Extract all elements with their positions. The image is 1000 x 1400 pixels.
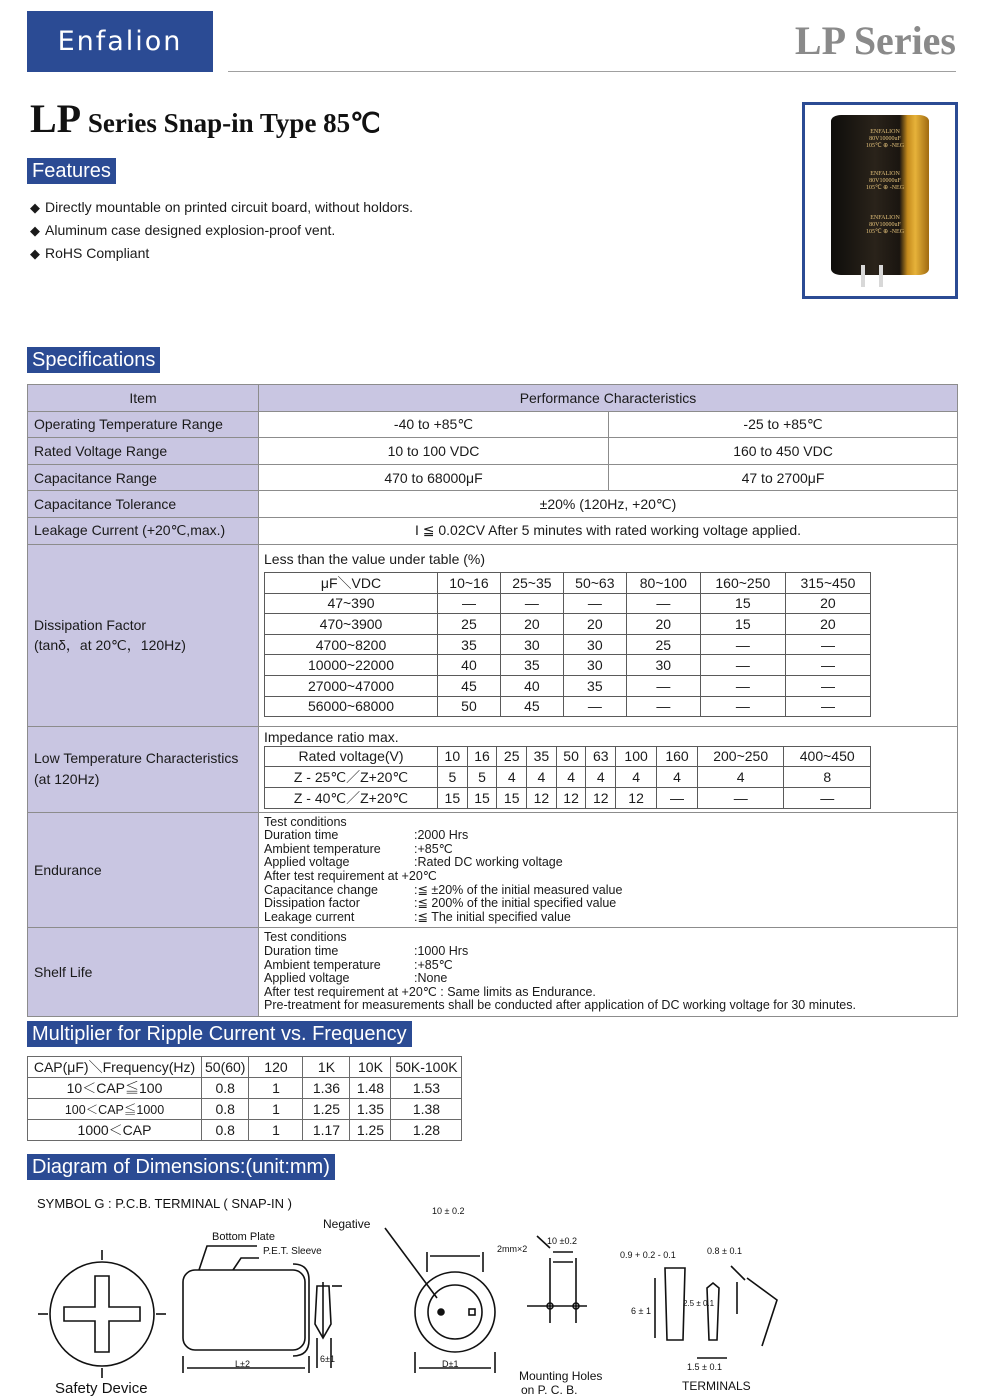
table-cell: 1.38 bbox=[391, 1099, 462, 1120]
table-cell: 50(60) bbox=[202, 1057, 249, 1078]
table-cell: 15 bbox=[467, 788, 497, 809]
table-cell: 45 bbox=[500, 696, 563, 717]
terminals-label: TERMINALS bbox=[682, 1379, 751, 1393]
table-cell: 1 bbox=[249, 1078, 303, 1099]
capacitor-image bbox=[831, 115, 929, 275]
endurance-line: After test requirement at +20℃ bbox=[264, 868, 437, 883]
table-row bbox=[28, 1119, 462, 1140]
table-cell: 80~100 bbox=[626, 572, 700, 593]
table-cell: 4 bbox=[497, 767, 527, 788]
cap-print-brand: ENFALION bbox=[870, 215, 900, 221]
low-temp-cell bbox=[259, 726, 958, 812]
table-cell: 30 bbox=[626, 655, 700, 676]
table-cell: 50 bbox=[438, 696, 501, 717]
table-cell: — bbox=[700, 634, 785, 655]
table-cell: 20 bbox=[563, 614, 626, 635]
table-cell: 10~16 bbox=[438, 572, 501, 593]
table-cell: 12 bbox=[586, 788, 616, 809]
table-cell: 50 bbox=[556, 746, 586, 767]
ripple-heading: Multiplier for Ripple Current vs. Frequency bbox=[27, 1021, 412, 1047]
dimension-diagram bbox=[27, 1188, 958, 1400]
table-cell: 63 bbox=[586, 746, 616, 767]
table-cell: 25~35 bbox=[500, 572, 563, 593]
table-cell: 12 bbox=[527, 788, 557, 809]
endurance-val: :+85℃ bbox=[414, 841, 453, 856]
table-cell: — bbox=[700, 675, 785, 696]
cap-print-value: 80V10000uF bbox=[869, 136, 901, 142]
table-cell: 4 bbox=[556, 767, 586, 788]
table-cell: 120 bbox=[249, 1057, 303, 1078]
endurance-key: Leakage current bbox=[264, 909, 355, 924]
table-cell: 1.53 bbox=[391, 1078, 462, 1099]
table-cell: 10000~22000 bbox=[265, 655, 438, 676]
cap-print-value: 80V10000uF bbox=[869, 222, 901, 228]
feature-item: ◆ RoHS Compliant bbox=[30, 242, 413, 265]
bottom-plate-label: Bottom Plate bbox=[212, 1231, 275, 1243]
table-cell: 4 bbox=[616, 767, 657, 788]
table-cell: 12 bbox=[556, 788, 586, 809]
table-row bbox=[265, 655, 871, 676]
header-divider bbox=[228, 71, 956, 72]
table-cell: 15 bbox=[497, 788, 527, 809]
table-cell: 20 bbox=[626, 614, 700, 635]
table-cell: — bbox=[785, 634, 870, 655]
table-row bbox=[265, 767, 871, 788]
capacitor-pin bbox=[879, 265, 883, 287]
spec-row bbox=[28, 438, 958, 465]
table-cell: 30 bbox=[563, 655, 626, 676]
table-cell: 35 bbox=[438, 634, 501, 655]
table-cell: 47~390 bbox=[265, 593, 438, 614]
tolerance-label: Capacitance Tolerance bbox=[28, 491, 259, 518]
table-cell: — bbox=[626, 675, 700, 696]
table-cell: — bbox=[784, 788, 871, 809]
dissipation-cell bbox=[259, 544, 958, 726]
rated-voltage-b: 160 to 450 VDC bbox=[609, 438, 958, 465]
table-cell: Z - 40℃／Z+20℃ bbox=[265, 788, 438, 809]
cap-print-temp: 105℃ ⊕ -NEG bbox=[865, 185, 905, 191]
spec-row bbox=[28, 491, 958, 518]
features-list bbox=[30, 196, 413, 265]
lead-length-label: 6±1 bbox=[320, 1354, 335, 1364]
table-cell: — bbox=[438, 593, 501, 614]
title-series-code: LP bbox=[30, 96, 82, 141]
specifications-table bbox=[27, 384, 958, 1017]
table-cell: — bbox=[785, 675, 870, 696]
table-cell: 315~450 bbox=[785, 572, 870, 593]
table-cell: — bbox=[785, 696, 870, 717]
endurance-key: Ambient temperature bbox=[264, 841, 381, 856]
shelf-val: :None bbox=[414, 971, 448, 986]
endurance-val: :Rated DC working voltage bbox=[414, 855, 563, 870]
table-cell: — bbox=[500, 593, 563, 614]
table-cell: 1000＜CAP bbox=[28, 1119, 202, 1140]
low-temp-label-2: (at 120Hz) bbox=[34, 771, 100, 788]
endurance-key: Capacitance change bbox=[264, 882, 378, 897]
table-cell: 1.48 bbox=[350, 1078, 391, 1099]
table-cell: 10＜CAP≦100 bbox=[28, 1078, 202, 1099]
table-cell: — bbox=[626, 696, 700, 717]
table-row bbox=[265, 614, 871, 635]
table-cell: 30 bbox=[500, 634, 563, 655]
table-cell: 1 bbox=[249, 1119, 303, 1140]
rated-voltage-a: 10 to 100 VDC bbox=[259, 438, 609, 465]
shelf-life-conditions bbox=[259, 928, 958, 1017]
table-cell: 1.35 bbox=[350, 1099, 391, 1120]
mounting-holes-label: Mounting Holes bbox=[519, 1369, 603, 1383]
endurance-val: :≦ ±20% of the initial measured value bbox=[414, 882, 623, 897]
shelf-line: Test conditions bbox=[264, 930, 347, 945]
length-label: L±2 bbox=[235, 1359, 250, 1369]
symbol-label: SYMBOL G : P.C.B. TERMINAL ( SNAP-IN ) bbox=[37, 1196, 292, 1211]
table-cell: — bbox=[700, 655, 785, 676]
table-cell: 0.8 bbox=[202, 1099, 249, 1120]
dissipation-table bbox=[264, 572, 871, 718]
table-cell: — bbox=[657, 788, 698, 809]
table-cell: — bbox=[785, 655, 870, 676]
specifications-heading: Specifications bbox=[27, 347, 160, 373]
pitch-top-label: 10 ± 0.2 bbox=[432, 1206, 465, 1216]
table-cell: 1.25 bbox=[303, 1099, 350, 1120]
table-cell: 160~250 bbox=[700, 572, 785, 593]
dissipation-label bbox=[28, 544, 259, 726]
table-cell: — bbox=[700, 696, 785, 717]
table-cell: 470~3900 bbox=[265, 614, 438, 635]
table-cell: 100 bbox=[616, 746, 657, 767]
op-temp-label: Operating Temperature Range bbox=[28, 411, 259, 438]
spec-row-shelf-life bbox=[28, 928, 958, 1017]
leakage-value: I ≦ 0.02CV After 5 minutes with rated working voltage applied. bbox=[259, 517, 958, 544]
table-row bbox=[28, 1078, 462, 1099]
pitch-side-label: 10 ±0.2 bbox=[547, 1236, 577, 1246]
spec-row-dissipation bbox=[28, 544, 958, 726]
table-cell: 100＜CAP≦1000 bbox=[28, 1099, 202, 1120]
leakage-label: Leakage Current (+20℃,max.) bbox=[28, 517, 259, 544]
terminal-height-label: 6 ± 1 bbox=[631, 1306, 651, 1316]
page-title bbox=[30, 95, 381, 142]
capacitor-side-body bbox=[183, 1270, 305, 1350]
table-cell: 20 bbox=[785, 614, 870, 635]
table-cell: 56000~68000 bbox=[265, 696, 438, 717]
endurance-val: :2000 Hrs bbox=[414, 828, 469, 843]
feature-item: ◆ Directly mountable on printed circuit board, without holdors. bbox=[30, 196, 413, 219]
cap-print-temp: 105℃ ⊕ -NEG bbox=[865, 229, 905, 235]
table-cell: 10K bbox=[350, 1057, 391, 1078]
table-cell: 1.17 bbox=[303, 1119, 350, 1140]
spec-row-low-temp bbox=[28, 726, 958, 812]
table-cell: 1.25 bbox=[350, 1119, 391, 1140]
table-cell: 1.28 bbox=[391, 1119, 462, 1140]
terminal-front bbox=[665, 1268, 685, 1340]
series-name: LP Series bbox=[794, 18, 956, 63]
shelf-val: :1000 Hrs bbox=[414, 943, 469, 958]
mounting-pcb-label: on P. C. B. bbox=[521, 1383, 578, 1397]
diameter-label: D±1 bbox=[442, 1359, 459, 1369]
dissipation-label-2: (tanδ，at 20℃，120Hz) bbox=[34, 637, 186, 654]
table-row bbox=[265, 788, 871, 809]
table-row bbox=[265, 696, 871, 717]
endurance-val: :≦ The initial specified value bbox=[414, 909, 571, 924]
table-cell: 8 bbox=[784, 767, 871, 788]
table-cell: 4 bbox=[527, 767, 557, 788]
table-cell: — bbox=[563, 696, 626, 717]
table-cell: 25 bbox=[438, 614, 501, 635]
endurance-key: Applied voltage bbox=[264, 855, 350, 870]
dimension-drawing bbox=[27, 1188, 958, 1400]
rated-voltage-label: Rated Voltage Range bbox=[28, 438, 259, 465]
table-cell: 25 bbox=[497, 746, 527, 767]
table-cell: 27000~47000 bbox=[265, 675, 438, 696]
cap-range-a: 470 to 68000μF bbox=[259, 464, 609, 491]
table-cell: 30 bbox=[563, 634, 626, 655]
table-cell: — bbox=[563, 593, 626, 614]
shelf-key: Duration time bbox=[264, 943, 339, 958]
product-photo bbox=[802, 102, 958, 299]
terminal-bent bbox=[747, 1278, 777, 1346]
table-cell: 1 bbox=[249, 1099, 303, 1120]
endurance-label: Endurance bbox=[28, 812, 259, 928]
dissipation-note: Less than the value under table (%) bbox=[264, 550, 486, 567]
tolerance-value: ±20% (120Hz, +20℃) bbox=[259, 491, 958, 518]
safety-device-label: Safety Device bbox=[55, 1380, 148, 1397]
table-cell: 35 bbox=[527, 746, 557, 767]
table-row bbox=[265, 634, 871, 655]
cap-range-label: Capacitance Range bbox=[28, 464, 259, 491]
table-cell: 40 bbox=[438, 655, 501, 676]
low-temp-table bbox=[264, 746, 871, 810]
cap-print-value: 80V10000uF bbox=[869, 178, 901, 184]
table-cell: 10 bbox=[438, 746, 468, 767]
table-row bbox=[265, 746, 871, 767]
shelf-key: Ambient temperature bbox=[264, 957, 381, 972]
terminal-base-label: 1.5 ± 0.1 bbox=[687, 1362, 722, 1372]
table-cell: 160 bbox=[657, 746, 698, 767]
endurance-val: :≦ 200% of the initial specified value bbox=[414, 896, 617, 911]
header-item: Item bbox=[28, 385, 259, 412]
negative-label: Negative bbox=[323, 1217, 371, 1231]
spec-row bbox=[28, 411, 958, 438]
header-performance: Performance Characteristics bbox=[259, 385, 958, 412]
features-heading: Features bbox=[27, 158, 116, 184]
table-cell: 4 bbox=[586, 767, 616, 788]
safety-device-outline bbox=[50, 1262, 154, 1366]
table-cell: 16 bbox=[467, 746, 497, 767]
table-cell: 4 bbox=[697, 767, 783, 788]
table-cell: 4 bbox=[657, 767, 698, 788]
table-cell: 5 bbox=[438, 767, 468, 788]
capacitor-pin bbox=[861, 265, 865, 287]
op-temp-a: -40 to +85℃ bbox=[259, 411, 609, 438]
table-cell: 25 bbox=[626, 634, 700, 655]
ripple-table bbox=[27, 1056, 462, 1141]
low-temp-label-1: Low Temperature Characteristics bbox=[34, 750, 239, 767]
table-cell: Rated voltage(V) bbox=[265, 746, 438, 767]
dissipation-label-1: Dissipation Factor bbox=[34, 617, 147, 634]
table-cell: 1.36 bbox=[303, 1078, 350, 1099]
table-cell: 20 bbox=[500, 614, 563, 635]
table-cell: 1K bbox=[303, 1057, 350, 1078]
table-row bbox=[265, 572, 871, 593]
shelf-line: Pre-treatment for measurements shall be conducted after application of DC working voltage for 30 minutes. bbox=[264, 998, 856, 1013]
low-temp-label bbox=[28, 726, 259, 812]
terminal-tip-label: 2.5 ± 0.1 bbox=[683, 1299, 715, 1308]
table-row bbox=[28, 1057, 462, 1078]
table-cell: 50K-100K bbox=[391, 1057, 462, 1078]
spec-header-row bbox=[28, 385, 958, 412]
table-cell: — bbox=[626, 593, 700, 614]
endurance-line: Test conditions bbox=[264, 814, 347, 829]
table-cell: 35 bbox=[500, 655, 563, 676]
endurance-key: Duration time bbox=[264, 828, 339, 843]
table-cell: 5 bbox=[467, 767, 497, 788]
table-cell: 45 bbox=[438, 675, 501, 696]
hole-size-label: 2mm×2 bbox=[497, 1244, 528, 1254]
table-cell: 35 bbox=[563, 675, 626, 696]
table-cell: 15 bbox=[700, 593, 785, 614]
cap-print-temp: 105℃ ⊕ -NEG bbox=[865, 143, 905, 149]
endurance-conditions bbox=[259, 812, 958, 928]
table-cell: μF＼VDC bbox=[265, 572, 438, 593]
table-row bbox=[28, 1099, 462, 1120]
table-cell: 40 bbox=[500, 675, 563, 696]
table-cell: 15 bbox=[700, 614, 785, 635]
table-cell: 12 bbox=[616, 788, 657, 809]
table-cell: CAP(μF)＼Frequency(Hz) bbox=[28, 1057, 202, 1078]
diagram-heading: Diagram of Dimensions:(unit:mm) bbox=[27, 1154, 335, 1180]
brand-logo: Enfalion bbox=[27, 11, 213, 72]
terminal-width-label: 0.9 + 0.2 - 0.1 bbox=[620, 1250, 676, 1260]
table-cell: 20 bbox=[785, 593, 870, 614]
spec-row bbox=[28, 464, 958, 491]
table-row bbox=[265, 675, 871, 696]
terminal-thickness-label: 0.8 ± 0.1 bbox=[707, 1246, 742, 1256]
safety-vent-cross bbox=[64, 1276, 140, 1352]
op-temp-b: -25 to +85℃ bbox=[609, 411, 958, 438]
cap-range-b: 47 to 2700μF bbox=[609, 464, 958, 491]
spec-row-endurance bbox=[28, 812, 958, 928]
table-cell: 0.8 bbox=[202, 1119, 249, 1140]
table-cell: 400~450 bbox=[784, 746, 871, 767]
feature-item: ◆ Aluminum case designed explosion-proof vent. bbox=[30, 219, 413, 242]
table-cell: Z - 25℃／Z+20℃ bbox=[265, 767, 438, 788]
table-cell: — bbox=[697, 788, 783, 809]
shelf-life-label: Shelf Life bbox=[28, 928, 259, 1017]
table-cell: 0.8 bbox=[202, 1078, 249, 1099]
title-text: Series Snap-in Type 85℃ bbox=[87, 108, 381, 138]
table-cell: 4700~8200 bbox=[265, 634, 438, 655]
endurance-key: Dissipation factor bbox=[264, 896, 360, 911]
table-cell: 200~250 bbox=[697, 746, 783, 767]
low-temp-note: Impedance ratio max. bbox=[264, 728, 399, 745]
terminal-profile bbox=[707, 1283, 719, 1340]
spec-row bbox=[28, 517, 958, 544]
cap-print-brand: ENFALION bbox=[870, 171, 900, 177]
table-row bbox=[265, 593, 871, 614]
shelf-line: After test requirement at +20℃ : Same limits as Endurance. bbox=[264, 984, 596, 999]
table-cell: 15 bbox=[438, 788, 468, 809]
shelf-val: :+85℃ bbox=[414, 957, 453, 972]
table-cell: 50~63 bbox=[563, 572, 626, 593]
sleeve-label: P.E.T. Sleeve bbox=[263, 1246, 322, 1257]
shelf-key: Applied voltage bbox=[264, 971, 350, 986]
cap-print-brand: ENFALION bbox=[870, 129, 900, 135]
